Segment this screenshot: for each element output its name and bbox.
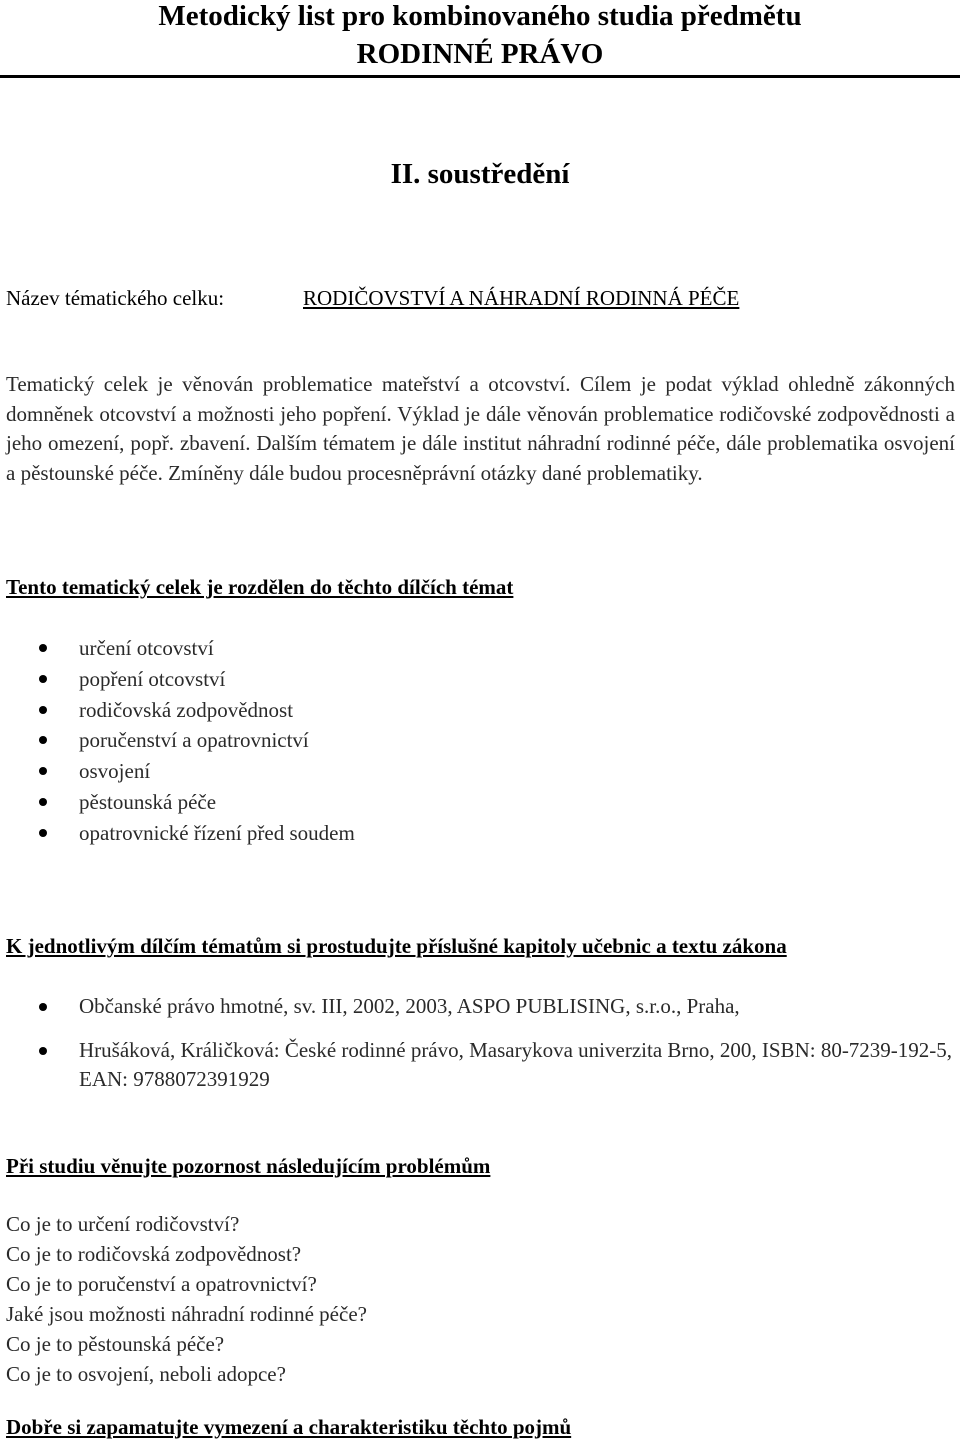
topic-label: Název tématického celku: [6, 286, 225, 310]
topics-heading: Tento tematický celek je rozdělen do těchto dílčích témat [6, 575, 514, 599]
list-item-text: osvojení [79, 759, 151, 784]
list-item [0, 633, 355, 664]
attention-heading: Při studiu věnujte pozornost následujícím problémům [6, 1154, 491, 1178]
bullet-icon [39, 675, 47, 683]
list-item-text: pěstounská péče [79, 789, 217, 814]
bullet-icon [39, 767, 47, 775]
reference-item [0, 1036, 960, 1094]
question-item: Co je to určení rodičovství? [6, 1212, 240, 1236]
intro-paragraph: Tematický celek je věnován problematice mateřství a otcovství. Cílem je podat výklad ohledně zákonných domněnek otcovství a možnosti jeho popření. Výklad je dále věnován problematice rodičovské zodpovědnosti a jeho omezení, popř. zbavení. Dalším tématem je dále institut náhradní rodinné péče, dále problematika osvojení a pěstounské péče. Zmíněny dále budou procesněprávní otázky dané problematiky. [6, 372, 955, 485]
reference-item [0, 992, 960, 1021]
question-item: Co je to poručenství a opatrovnictví? [6, 1272, 317, 1296]
list-item-text: popření otcovství [79, 666, 226, 691]
list-item [0, 695, 355, 726]
list-item [0, 756, 355, 787]
bullet-icon [39, 798, 47, 806]
list-item-text: určení otcovství [79, 636, 214, 660]
document-title-line-2: RODINNÉ PRÁVO [356, 38, 604, 70]
topics-list [0, 633, 355, 849]
references-list [0, 992, 960, 1094]
section-title: II. soustředění [390, 158, 570, 190]
list-item-text: opatrovnické řízení před soudem [79, 820, 355, 845]
question-item: Co je to pěstounská péče? [6, 1332, 225, 1356]
list-item-text: poručenství a opatrovnictví [79, 728, 309, 753]
bullet-icon [39, 1003, 47, 1011]
bullet-icon [39, 829, 47, 837]
topic-name: RODIČOVSTVÍ A NÁHRADNÍ RODINNÁ PÉČE [303, 286, 740, 310]
list-item [0, 818, 355, 849]
list-item [0, 664, 355, 695]
study-heading: K jednotlivým dílčím tématům si prostudujte příslušné kapitoly učebnic a textu zákona [6, 934, 787, 958]
bullet-icon [39, 736, 47, 744]
bullet-icon [39, 706, 47, 714]
questions-list [6, 1209, 367, 1389]
question-item: Jaké jsou možnosti náhradní rodinné péče? [6, 1302, 367, 1326]
title-divider [0, 75, 960, 78]
question-item: Co je to rodičovská zodpovědnost? [6, 1242, 302, 1266]
reference-text: Hrušáková, Králičková: České rodinné právo, Masarykova univerzita Brno, 200, ISBN: 80-7239-192-5, EAN: 9788072391929 [79, 1038, 953, 1091]
list-item [0, 725, 355, 756]
list-item [0, 787, 355, 818]
question-item: Co je to osvojení, neboli adopce? [6, 1362, 286, 1386]
bullet-icon [39, 644, 47, 652]
document-title-line-1: Metodický list pro kombinovaného studia předmětu [158, 0, 802, 32]
remember-heading: Dobře si zapamatujte vymezení a charakteristiku těchto pojmů [6, 1415, 572, 1439]
reference-text: Občanské právo hmotné, sv. III, 2002, 2003, ASPO PUBLISING, s.r.o., Praha, [79, 994, 740, 1018]
list-item-text: rodičovská zodpovědnost [79, 697, 294, 722]
bullet-icon [39, 1047, 47, 1055]
